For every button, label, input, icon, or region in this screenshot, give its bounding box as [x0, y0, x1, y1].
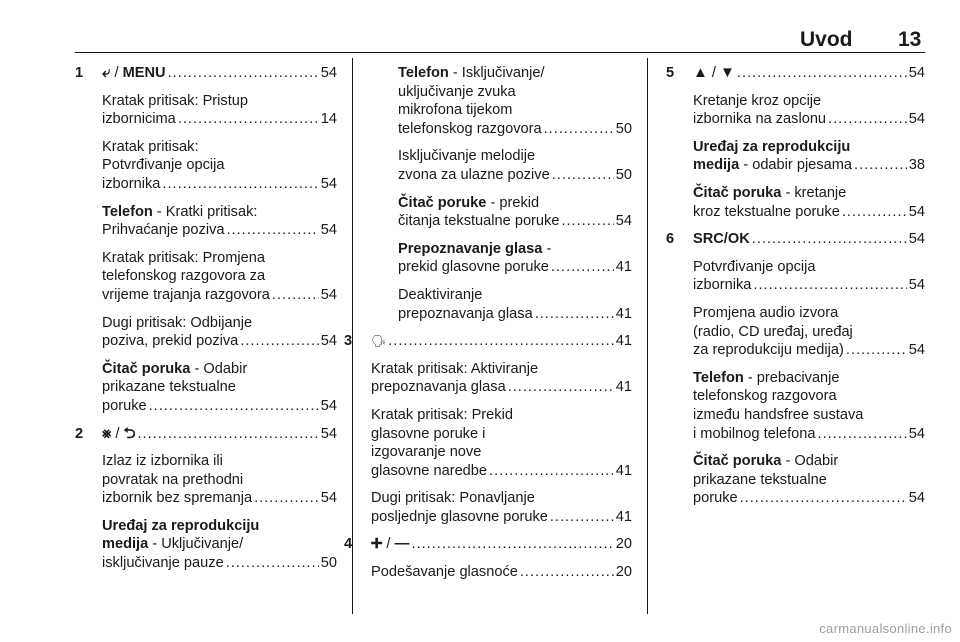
entry-6: [666, 230, 925, 508]
page-ref: 54: [908, 490, 925, 507]
entry-3: [344, 332, 632, 526]
page-ref: 20: [615, 536, 632, 553]
description: Kratak pritisak: Potvrđivanje opcija izbornika ..... 54: [102, 138, 337, 194]
page-ref: 20: [615, 564, 632, 581]
description: Telefon - Isključivanje/ uključivanje zvuka mikrofona tijekom telefonskog razgovora ..... 50: [398, 64, 632, 138]
page-ref: 54: [320, 65, 337, 81]
description: Čitač poruka - Odabir prikazane tekstualne poruke ..... 54: [102, 360, 337, 416]
page-ref: 54: [615, 213, 632, 230]
column-middle: [344, 64, 632, 582]
up-arrow-icon: ▲: [693, 64, 708, 81]
page-ref: 54: [908, 203, 925, 220]
menu-label: MENU: [122, 65, 166, 81]
description: Izlaz iz izbornika ili povratak na prethodni izbornik bez spremanja ..... 54: [102, 452, 337, 508]
column-right: [666, 64, 925, 508]
mute-icon: ⨳: [102, 424, 112, 442]
page-ref: 54: [320, 286, 337, 303]
description: Kratak pritisak: Pristup izbornicima ..... 14: [102, 92, 337, 129]
page-ref: 54: [908, 231, 925, 248]
description: Prepoznavanje glasa - prekid glasovne poruke ..... 41: [398, 240, 632, 277]
src-ok-label: SRC/OK: [693, 231, 750, 248]
page-ref: 50: [320, 555, 337, 572]
description: Uređaj za reprodukciju medija - Uključivanje/ isključivanje pauze ..... 50: [102, 517, 337, 573]
page-ref: 54: [908, 65, 925, 81]
entry-number: 5: [666, 65, 675, 81]
column-divider: [647, 58, 648, 614]
back-arrow-icon: ⮌: [123, 424, 136, 442]
description: Kratak pritisak: Promjena telefonskog razgovora za vrijeme trajanja razgovora ..... 54: [102, 249, 337, 305]
description: Čitač poruka - kretanje kroz tekstualne poruke ..... 54: [693, 184, 925, 221]
description: Čitač poruke - prekid čitanja tekstualne poruke ..... 54: [398, 194, 632, 231]
page-ref: 54: [320, 490, 337, 507]
page-ref: 50: [615, 120, 632, 137]
down-arrow-icon: ▼: [720, 64, 735, 81]
description: Promjena audio izvora (radio, CD uređaj, uređaj za reprodukciju medija) ..... 54: [693, 304, 925, 360]
minus-icon: —: [394, 535, 410, 553]
page-ref: 54: [320, 175, 337, 192]
entry-number: 2: [75, 425, 84, 442]
page-ref: 54: [320, 397, 337, 414]
description: Dugi pritisak: Ponavljanje posljednje glasovne poruke ..... 41: [371, 489, 632, 526]
plus-icon: ➕︎: [371, 535, 383, 553]
entry-2: 2 ⨳ / ⮌ ..... 54 Izlaz iz izbornika ili povratak na prethodni izbornik bez spremanja ..... 54 Uređaj za reprodukciju medija - Uključivanje/ isključivanje pauze ..... 50: [75, 425, 337, 573]
description: Telefon - Kratki pritisak: Prihvaćanje poziva ..... 54: [102, 203, 337, 240]
page-ref: 54: [320, 222, 337, 239]
description: Podešavanje glasnoće ..... 20: [371, 563, 632, 582]
entry-number: 6: [666, 231, 675, 248]
description: Uređaj za reprodukciju medija - odabir pjesama ..... 38: [693, 138, 925, 175]
entry-number: 3: [344, 333, 353, 350]
entry-number: 4: [344, 536, 353, 553]
description: Kretanje kroz opcije izbornika na zaslonu ..... 54: [693, 92, 925, 129]
page-ref: 41: [615, 259, 632, 276]
page-ref: 54: [908, 342, 925, 359]
watermark: carmanualsonline.info: [819, 621, 952, 636]
page-ref: 38: [908, 157, 925, 174]
page-ref: 41: [615, 379, 632, 396]
page-ref: 54: [320, 333, 337, 350]
description: Čitač poruka - Odabir prikazane tekstualne poruke ..... 54: [693, 452, 925, 508]
description: Dugi pritisak: Odbijanje poziva, prekid poziva ..... 54: [102, 314, 337, 351]
phone-end-icon: ⤶: [102, 64, 111, 81]
page-ref: 41: [615, 508, 632, 525]
page-ref: 41: [615, 305, 632, 322]
description: Kratak pritisak: Prekid glasovne poruke i izgovaranje nove glasovne naredbe ..... 41: [371, 406, 632, 480]
page-ref: 41: [615, 333, 632, 350]
description: Kratak pritisak: Aktiviranje prepoznavanja glasa ..... 41: [371, 360, 632, 397]
description: Deaktiviranje prepoznavanja glasa ..... 41: [398, 286, 632, 323]
page-ref: 54: [908, 425, 925, 442]
leader-dots: [168, 64, 319, 83]
header-rule: [75, 52, 925, 53]
column-left: [75, 64, 337, 573]
page-ref: 54: [320, 425, 337, 442]
entry-5: 5 ▲ / ▼ ..... 54 Kretanje kroz opcije izbornika na zaslonu ..... 54 Uređaj za reprodukciju medija - odabir pjesama ..... 38 Čitač poruka - kretanje kroz tekstualne poruke ..... 54: [666, 64, 925, 221]
description: Isključivanje melodije zvona za ulazne pozive ..... 50: [398, 147, 632, 184]
page-number: 13: [898, 28, 922, 51]
voice-command-icon: 🗣: [371, 334, 387, 349]
page-ref: 54: [908, 111, 925, 128]
page-ref: 14: [320, 111, 337, 128]
page-ref: 50: [615, 166, 632, 183]
page-title: Uvod: [800, 28, 853, 51]
entry-1: 1 ⤶ / MENU ..... 54 Kratak pritisak: Pristup izbornicima ..... 14 Kratak pritisak: Potvrđivanje opcija izbornika ..... 54 Telefon - Kratki pritisak: Prihvaćanje poziva ..... 54 Kratak pritisak: Promjena telefonskog razgovora za vrijeme trajanja razgovora ..... 54 Dugi pritisak: Odbijanje poziva, prekid poziva ..... 54 Čitač poruka - Odabir prikazane tekstualne poruke ..... 54: [75, 64, 337, 416]
page-ref: 54: [908, 277, 925, 294]
entry-4: 4 ➕︎ / — ..... 20 Podešavanje glasnoće ..... 20: [344, 535, 632, 581]
entry-number: 1: [75, 65, 84, 81]
page-ref: 41: [615, 462, 632, 479]
description: Potvrđivanje opcija izbornika ..... 54: [693, 258, 925, 295]
description: Telefon - prebacivanje telefonskog razgovora između handsfree sustava i mobilnog telefona ..... 54: [693, 369, 925, 443]
